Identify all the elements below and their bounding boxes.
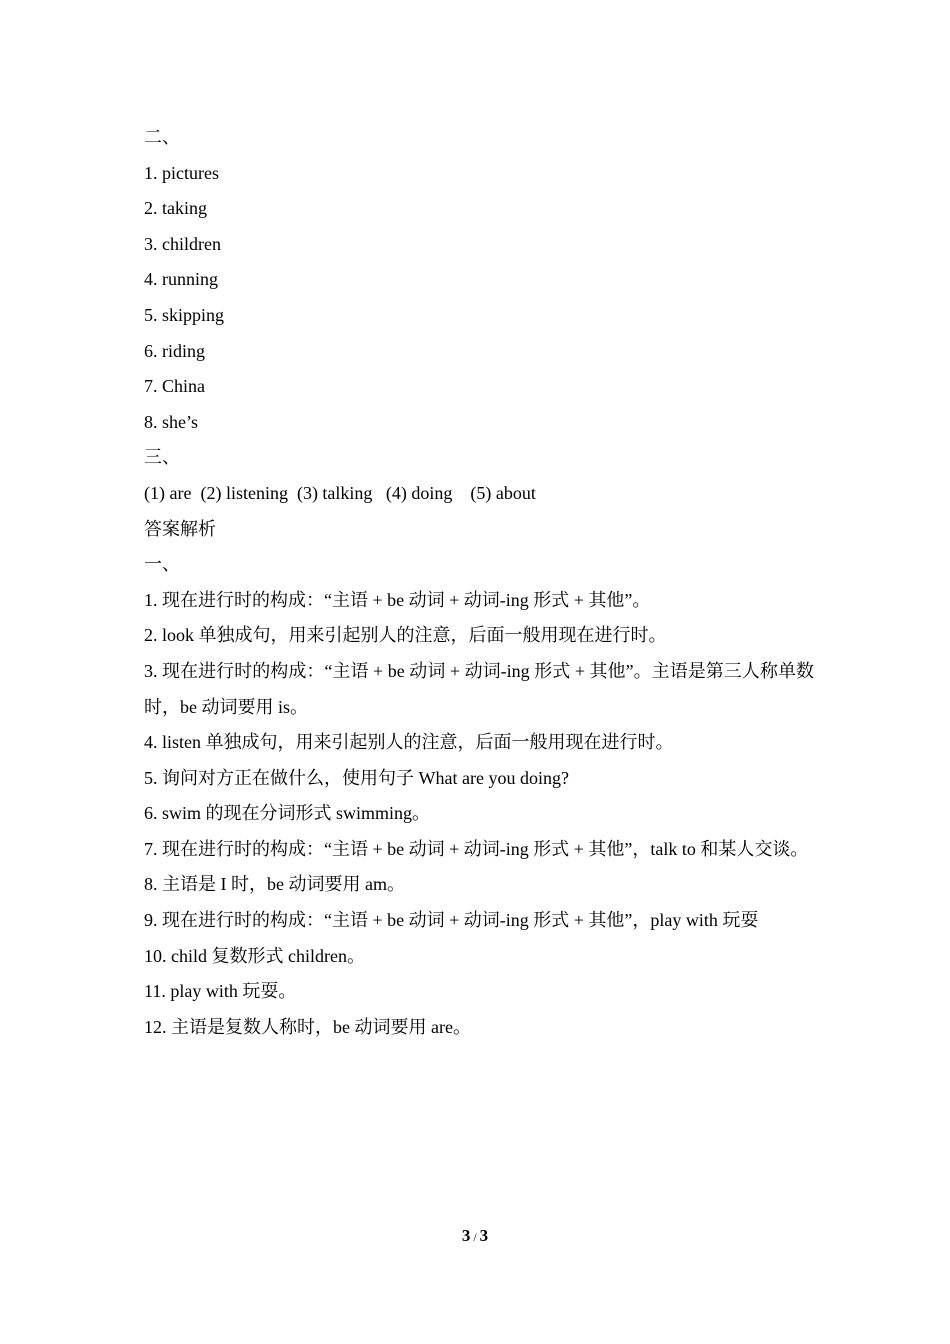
current-page-number: 3 bbox=[461, 1226, 471, 1245]
answer-item: 6. riding bbox=[144, 340, 205, 361]
analysis-item: 3. 现在进行时的构成：“主语 + be 动词 + 动词-ing 形式 + 其他”。主语是第三人称单数时，be 动词要用 is。 bbox=[144, 660, 814, 717]
answer-item: 1. pictures bbox=[144, 162, 219, 183]
answer-item: 8. she’s bbox=[144, 411, 198, 432]
analysis-item: 1. 现在进行时的构成：“主语 + be 动词 + 动词-ing 形式 + 其他”。 bbox=[144, 589, 651, 610]
total-pages-number: 3 bbox=[479, 1226, 489, 1245]
answer-item: 2. taking bbox=[144, 198, 207, 219]
analysis-item: 11. play with 玩耍。 bbox=[144, 981, 297, 1002]
page-separator: / bbox=[473, 1230, 477, 1244]
answer-item: 5. skipping bbox=[144, 304, 225, 325]
answer-item: 7. China bbox=[144, 376, 205, 397]
analysis-item: 4. listen 单独成句，用来引起别人的注意，后面一般用现在进行时。 bbox=[144, 732, 674, 753]
page-number bbox=[0, 1224, 950, 1249]
section-3-answers: (1) are (2) listening (3) talking (4) doing (5) about bbox=[144, 482, 536, 503]
analysis-item: 8. 主语是 I 时，be 动词要用 am。 bbox=[144, 874, 405, 895]
analysis-item: 2. look 单独成句，用来引起别人的注意，后面一般用现在进行时。 bbox=[144, 625, 667, 646]
analysis-item: 9. 现在进行时的构成：“主语 + be 动词 + 动词-ing 形式 + 其他”，play with 玩耍 bbox=[144, 910, 759, 931]
analysis-item: 10. child 复数形式 children。 bbox=[144, 945, 365, 966]
section-3-heading: 三、 bbox=[144, 447, 180, 468]
analysis-item: 5. 询问对方正在做什么，使用句子 What are you doing? bbox=[144, 767, 569, 788]
section-2-heading: 二、 bbox=[144, 127, 180, 147]
analysis-item: 7. 现在进行时的构成：“主语 + be 动词 + 动词-ing 形式 + 其他”，talk to 和某人交谈。 bbox=[144, 838, 809, 859]
answer-item: 3. children bbox=[144, 233, 221, 254]
analysis-item: 6. swim 的现在分词形式 swimming。 bbox=[144, 803, 431, 824]
analysis-item: 12. 主语是复数人称时，be 动词要用 are。 bbox=[144, 1016, 471, 1037]
answer-item: 4. running bbox=[144, 269, 218, 290]
answer-content bbox=[144, 120, 814, 1045]
analysis-title: 答案解析 bbox=[144, 518, 216, 539]
analysis-section-1-heading: 一、 bbox=[144, 554, 180, 575]
